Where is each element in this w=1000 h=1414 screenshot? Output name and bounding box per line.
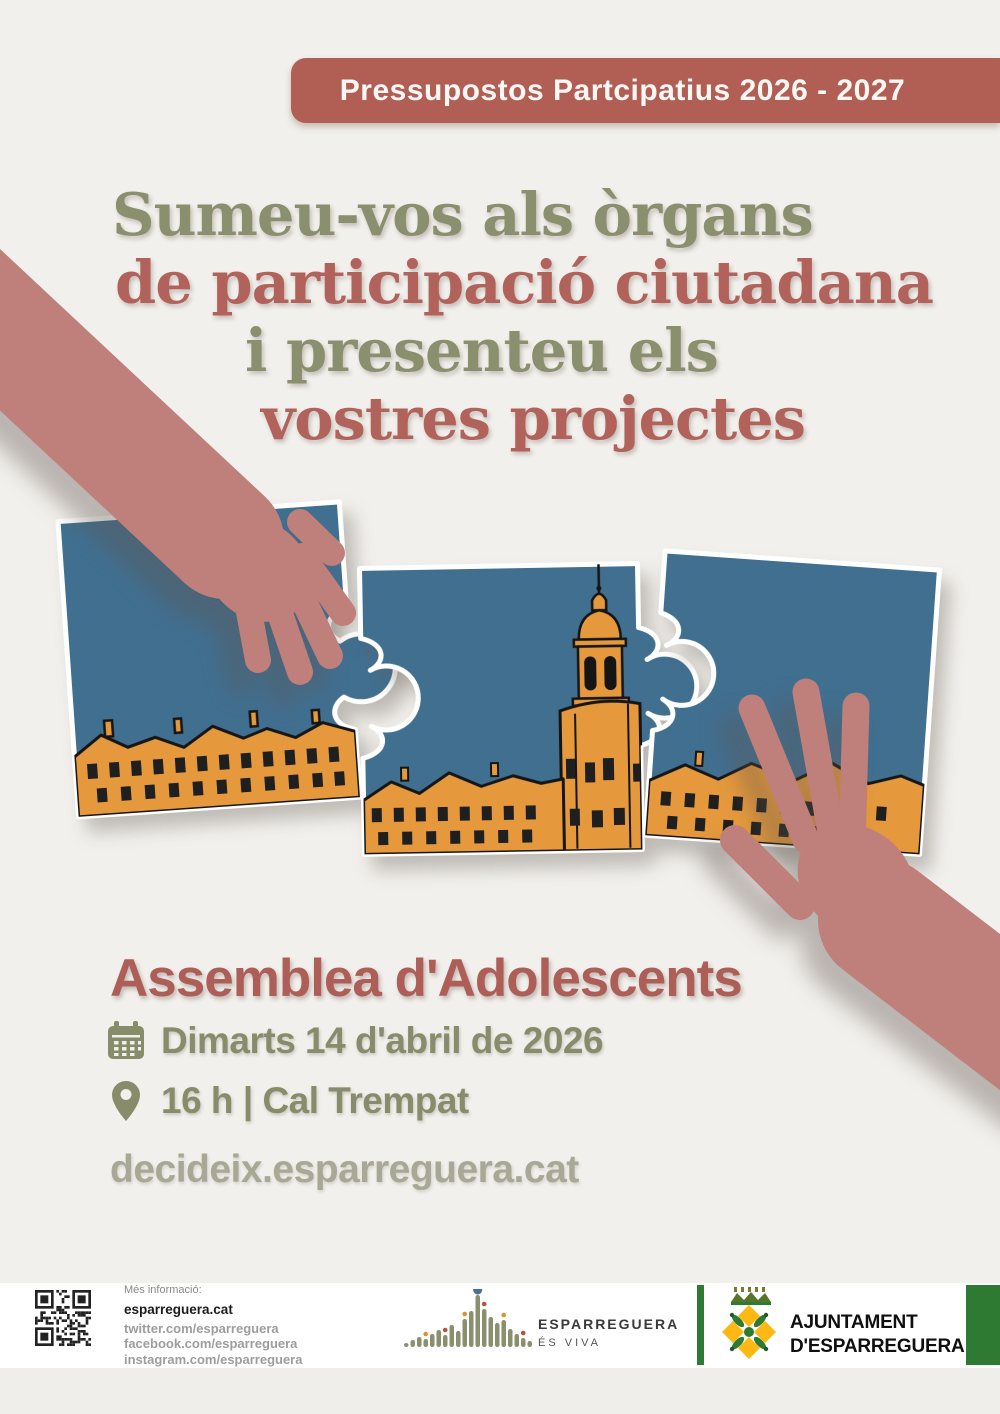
event-date-row xyxy=(106,1020,603,1062)
city-brand-name: ESPARREGUERA xyxy=(538,1316,680,1332)
council-name-line-2: D'ESPARREGUERA xyxy=(790,1336,965,1357)
headline-line-1: Sumeu-vos als òrgans xyxy=(112,180,813,249)
more-info-label: Més informació: xyxy=(124,1284,202,1296)
event-time-place: 16 h | Cal Trempat xyxy=(161,1080,469,1121)
website-url: decideix.esparreguera.cat xyxy=(110,1148,579,1191)
shield xyxy=(722,1305,776,1359)
edition-badge-label: Pressupostos Partcipatius 2026 - 2027 xyxy=(339,73,906,107)
event-name: Assemblea d'Adolescents xyxy=(110,949,742,1008)
instagram-link: instagram.com/esparreguera xyxy=(124,1351,303,1367)
headline-line-3: i presenteu els xyxy=(245,316,718,385)
calendar-icon xyxy=(106,1021,146,1061)
twitter-link: twitter.com/esparreguera xyxy=(124,1320,279,1336)
city-brand-skyline-logo xyxy=(402,1289,534,1353)
bottom-margin xyxy=(0,1368,1000,1414)
main-website: esparreguera.cat xyxy=(124,1302,233,1317)
council-name xyxy=(790,1311,965,1359)
location-pin-icon xyxy=(106,1080,146,1122)
council-name-line-1: AJUNTAMENT xyxy=(790,1312,918,1333)
right-hand xyxy=(735,692,1000,1085)
headline-line-4: vostres projectes xyxy=(261,384,805,453)
facebook-link: facebook.com/esparreguera xyxy=(124,1336,298,1351)
qr-code xyxy=(35,1290,91,1346)
event-date: Dimarts 14 d'abril de 2026 xyxy=(161,1020,604,1061)
city-brand-tagline: ÉS VIVA xyxy=(538,1337,601,1349)
headline-line-2: de participació ciutadana xyxy=(115,248,933,317)
event-place-row xyxy=(106,1080,469,1122)
mural-crown xyxy=(731,1287,771,1305)
more-info-block xyxy=(124,1285,302,1367)
